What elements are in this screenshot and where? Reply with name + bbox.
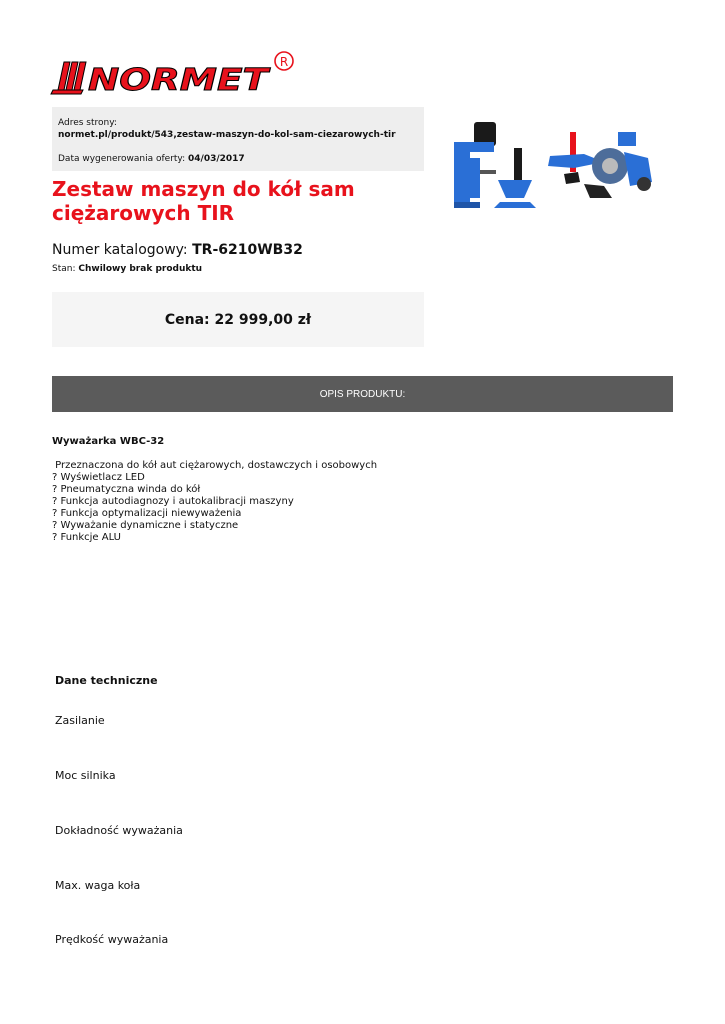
svg-text:R: R	[279, 55, 289, 69]
date-value: 04/03/2017	[188, 154, 245, 164]
tech-heading: Dane techniczne	[55, 674, 158, 687]
list-item: ? Wyważanie dynamiczne i statyczne	[52, 520, 239, 531]
description-list	[52, 460, 652, 544]
catalog-value: TR-6210WB32	[192, 242, 303, 258]
list-item: Przeznaczona do kół aut ciężarowych, dostawczych i osobowych	[52, 460, 378, 471]
tech-row: Zasilanie	[55, 714, 105, 727]
list-item: ? Funkcja autodiagnozy i autokalibracji maszyny	[52, 496, 294, 507]
status-value: Chwilowy brak produktu	[78, 264, 203, 274]
catalog-label: Numer katalogowy:	[52, 242, 188, 258]
tech-row: Max. waga koła	[55, 879, 141, 892]
tech-row: Prędkość wyważania	[55, 933, 169, 946]
list-item: ? Funkcje ALU	[52, 532, 121, 543]
description-bar	[52, 376, 673, 412]
description-heading: Wyważarka WBC-32	[52, 436, 165, 447]
tech-row: Moc silnika	[55, 769, 116, 782]
price-box	[52, 292, 424, 347]
status-label: Stan:	[52, 264, 76, 274]
address-url[interactable]: normet.pl/produkt/543,zestaw-maszyn-do-kol-sam-ciezarowych-tir	[58, 130, 396, 140]
tyre-changer-image	[544, 126, 658, 202]
description-bar-label: OPIS PRODUKTU:	[319, 388, 406, 400]
list-item: ? Pneumatyczna winda do kół	[52, 484, 201, 495]
stock-status	[52, 263, 202, 275]
tech-row: Dokładność wyważania	[55, 824, 183, 837]
list-item: ? Wyświetlacz LED	[52, 472, 145, 483]
wheel-balancer-image	[440, 118, 540, 210]
date-label: Data wygenerowania oferty:	[58, 154, 186, 164]
list-item: ? Funkcja optymalizacji niewyważenia	[52, 508, 242, 519]
offer-info-box	[52, 107, 424, 171]
price: Cena: 22 999,00 zł	[164, 311, 312, 328]
address-label: Adres strony:	[58, 118, 117, 128]
normet-logo	[50, 48, 300, 98]
product-title: Zestaw maszyn do kół sam ciężarowych TIR	[52, 177, 355, 225]
logo-text: NORMET	[88, 63, 272, 98]
catalog-number	[52, 241, 303, 259]
